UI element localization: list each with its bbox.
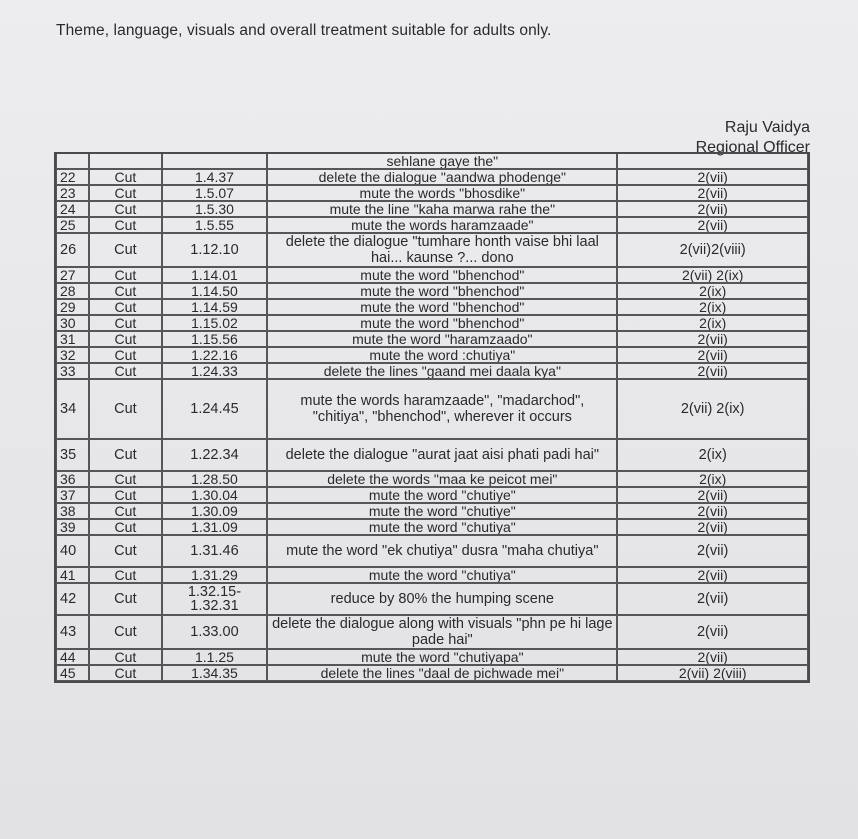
timecode: 1.14.59 xyxy=(162,299,268,315)
table-row xyxy=(56,665,808,681)
table-row xyxy=(56,283,808,299)
table-row xyxy=(56,363,808,379)
guideline-reference: 2(vii) xyxy=(617,169,808,185)
cut-type: Cut xyxy=(89,439,162,471)
cut-type: Cut xyxy=(89,217,162,233)
guideline-reference: 2(vii) 2(ix) xyxy=(617,267,808,283)
guideline-reference: 2(vii) xyxy=(617,185,808,201)
cut-type: Cut xyxy=(89,331,162,347)
cut-number: 26 xyxy=(56,233,89,267)
cut-description: mute the word "chutiya" xyxy=(267,567,617,583)
cut-number: 44 xyxy=(56,649,89,665)
cut-number: 29 xyxy=(56,299,89,315)
timecode: 1.15.56 xyxy=(162,331,268,347)
table-row xyxy=(56,487,808,503)
cut-number: 38 xyxy=(56,503,89,519)
timecode: 1.28.50 xyxy=(162,471,268,487)
officer-name: Raju Vaidya xyxy=(724,119,810,136)
cut-description: delete the lines "daal de pichwade mei" xyxy=(267,665,617,681)
table-row xyxy=(56,315,808,331)
cut-number: 28 xyxy=(56,283,89,299)
table-row xyxy=(56,217,808,233)
table-row xyxy=(56,267,808,283)
guideline-reference: 2(vii) xyxy=(617,535,808,567)
cut-description: mute the word "chutiya" xyxy=(267,519,617,535)
cut-type: Cut xyxy=(89,665,162,681)
certification-note: Theme, language, visuals and overall treatment suitable for adults only. xyxy=(56,22,552,39)
guideline-reference: 2(vii) xyxy=(617,649,808,665)
guideline-reference: 2(vii) xyxy=(617,583,808,615)
cut-number: 42 xyxy=(56,583,89,615)
cut-type: Cut xyxy=(89,487,162,503)
timecode: 1.24.45 xyxy=(162,379,268,439)
cut-number: 24 xyxy=(56,201,89,217)
cut-description: mute the words haramzaade", "madarchod", "chitiya", "bhenchod", wherever it occurs xyxy=(267,379,617,439)
cut-description: mute the word "bhenchod" xyxy=(267,315,617,331)
cut-number: 34 xyxy=(56,379,89,439)
timecode: 1.33.00 xyxy=(162,615,268,649)
timecode: 1.32.15- 1.32.31 xyxy=(162,583,268,615)
table-row xyxy=(56,233,808,267)
cut-type: Cut xyxy=(89,169,162,185)
cut-description: mute the word "bhenchod" xyxy=(267,283,617,299)
empty-cell xyxy=(56,154,89,169)
cut-number: 39 xyxy=(56,519,89,535)
table-row xyxy=(56,331,808,347)
timecode: 1.14.50 xyxy=(162,283,268,299)
cut-number: 45 xyxy=(56,665,89,681)
cut-type: Cut xyxy=(89,567,162,583)
cut-description: reduce by 80% the humping scene xyxy=(267,583,617,615)
cuts-table xyxy=(54,152,810,683)
cut-number: 27 xyxy=(56,267,89,283)
cut-number: 31 xyxy=(56,331,89,347)
cut-description: mute the words "bhosdike" xyxy=(267,185,617,201)
table-row xyxy=(56,503,808,519)
cut-description: mute the word "chutiye" xyxy=(267,503,617,519)
cut-type: Cut xyxy=(89,267,162,283)
guideline-reference: 2(vii)2(viii) xyxy=(617,233,808,267)
timecode: 1.14.01 xyxy=(162,267,268,283)
cut-type: Cut xyxy=(89,535,162,567)
empty-cell xyxy=(162,154,268,169)
table-row xyxy=(56,649,808,665)
guideline-reference: 2(ix) xyxy=(617,439,808,471)
table-row xyxy=(56,347,808,363)
table-continuation-row xyxy=(56,154,808,169)
cut-number: 23 xyxy=(56,185,89,201)
table-row xyxy=(56,299,808,315)
timecode: 1.5.30 xyxy=(162,201,268,217)
guideline-reference: 2(vii) xyxy=(617,331,808,347)
cut-description: mute the word "ek chutiya" dusra "maha chutiya" xyxy=(267,535,617,567)
timecode: 1.30.04 xyxy=(162,487,268,503)
cut-number: 35 xyxy=(56,439,89,471)
guideline-reference: 2(vii) xyxy=(617,363,808,379)
cut-description: delete the lines "gaand mei daala kya" xyxy=(267,363,617,379)
table-row xyxy=(56,169,808,185)
timecode: 1.31.46 xyxy=(162,535,268,567)
cut-type: Cut xyxy=(89,363,162,379)
continuation-text: sehlane gaye the" xyxy=(267,154,617,169)
cut-type: Cut xyxy=(89,283,162,299)
guideline-reference: 2(ix) xyxy=(617,315,808,331)
table-row xyxy=(56,615,808,649)
table-row xyxy=(56,379,808,439)
table-row xyxy=(56,583,808,615)
cut-description: mute the line "kaha marwa rahe the" xyxy=(267,201,617,217)
timecode: 1.15.02 xyxy=(162,315,268,331)
timecode: 1.5.55 xyxy=(162,217,268,233)
cut-description: delete the dialogue along with visuals "phn pe hi lage pade hai" xyxy=(267,615,617,649)
table-row xyxy=(56,567,808,583)
cut-type: Cut xyxy=(89,583,162,615)
cut-number: 30 xyxy=(56,315,89,331)
guideline-reference: 2(ix) xyxy=(617,299,808,315)
cut-type: Cut xyxy=(89,185,162,201)
guideline-reference: 2(vii) 2(ix) xyxy=(617,379,808,439)
empty-cell xyxy=(89,154,162,169)
cut-number: 33 xyxy=(56,363,89,379)
cut-number: 36 xyxy=(56,471,89,487)
cut-description: delete the words "maa ke peicot mei" xyxy=(267,471,617,487)
cut-number: 40 xyxy=(56,535,89,567)
guideline-reference: 2(vii) xyxy=(617,487,808,503)
guideline-reference: 2(vii) xyxy=(617,347,808,363)
guideline-reference: 2(vii) xyxy=(617,201,808,217)
timecode: 1.24.33 xyxy=(162,363,268,379)
timecode: 1.34.35 xyxy=(162,665,268,681)
guideline-reference: 2(vii) xyxy=(617,567,808,583)
timecode: 1.5.07 xyxy=(162,185,268,201)
guideline-reference: 2(vii) xyxy=(617,503,808,519)
cut-type: Cut xyxy=(89,201,162,217)
cut-description: mute the word "bhenchod" xyxy=(267,299,617,315)
timecode: 1.22.34 xyxy=(162,439,268,471)
cut-type: Cut xyxy=(89,649,162,665)
table-row xyxy=(56,185,808,201)
cut-number: 32 xyxy=(56,347,89,363)
cut-number: 25 xyxy=(56,217,89,233)
cut-type: Cut xyxy=(89,347,162,363)
cut-type: Cut xyxy=(89,233,162,267)
cut-type: Cut xyxy=(89,615,162,649)
cut-description: mute the word "chutiyapa" xyxy=(267,649,617,665)
table-row xyxy=(56,471,808,487)
cut-number: 37 xyxy=(56,487,89,503)
cut-type: Cut xyxy=(89,519,162,535)
table-row xyxy=(56,535,808,567)
guideline-reference: 2(vii) xyxy=(617,519,808,535)
timecode: 1.30.09 xyxy=(162,503,268,519)
table-row xyxy=(56,439,808,471)
guideline-reference: 2(vii) xyxy=(617,217,808,233)
guideline-reference: 2(ix) xyxy=(617,283,808,299)
officer-title: Regional Officer xyxy=(695,139,810,156)
cut-description: mute the word "chutiye" xyxy=(267,487,617,503)
cut-description: delete the dialogue "aandwa phodenge" xyxy=(267,169,617,185)
cut-number: 41 xyxy=(56,567,89,583)
guideline-reference: 2(vii) 2(viii) xyxy=(617,665,808,681)
cut-description: delete the dialogue "aurat jaat aisi phati padi hai" xyxy=(267,439,617,471)
cut-type: Cut xyxy=(89,503,162,519)
cut-description: mute the word "bhenchod" xyxy=(267,267,617,283)
cut-description: mute the word :chutiya" xyxy=(267,347,617,363)
timecode: 1.22.16 xyxy=(162,347,268,363)
cut-description: mute the words haramzaade" xyxy=(267,217,617,233)
cut-type: Cut xyxy=(89,315,162,331)
empty-cell xyxy=(617,154,808,169)
cut-description: delete the dialogue "tumhare honth vaise bhi laal hai... kaunse ?... dono xyxy=(267,233,617,267)
cut-type: Cut xyxy=(89,299,162,315)
table-row xyxy=(56,201,808,217)
cut-number: 43 xyxy=(56,615,89,649)
timecode: 1.1.25 xyxy=(162,649,268,665)
guideline-reference: 2(ix) xyxy=(617,471,808,487)
cut-description: mute the word "haramzaado" xyxy=(267,331,617,347)
cut-type: Cut xyxy=(89,379,162,439)
cut-number: 22 xyxy=(56,169,89,185)
timecode: 1.31.29 xyxy=(162,567,268,583)
timecode: 1.12.10 xyxy=(162,233,268,267)
timecode: 1.4.37 xyxy=(162,169,268,185)
cut-type: Cut xyxy=(89,471,162,487)
timecode: 1.31.09 xyxy=(162,519,268,535)
table-row xyxy=(56,519,808,535)
guideline-reference: 2(vii) xyxy=(617,615,808,649)
